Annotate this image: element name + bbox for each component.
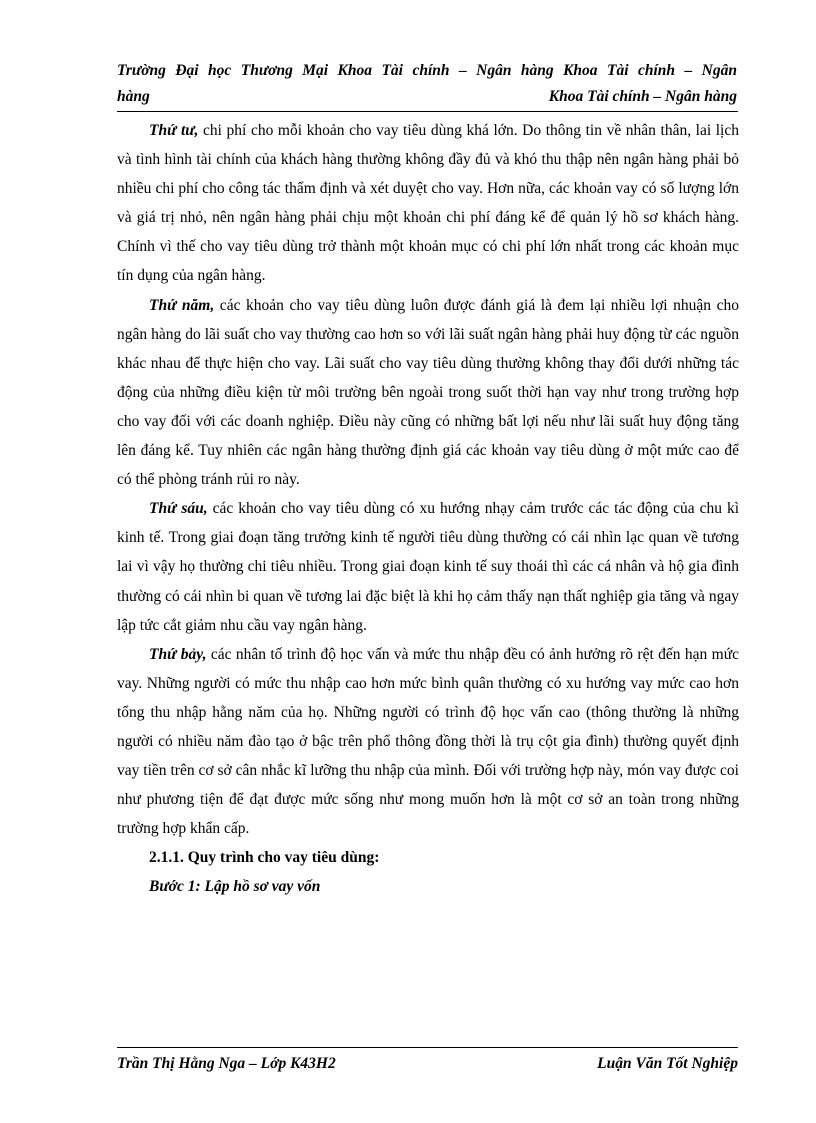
document-body: [117, 116, 739, 902]
paragraph-text: các khoản cho vay tiêu dùng luôn được đánh giá là đem lại nhiều lợi nhuận cho ngân hàng do lãi suất cho vay thường cao hơn so với lãi suất ngân hàng phải huy động từ các nguồn khác nhau để thực hiện cho vay. Lãi suất cho vay tiêu dùng thường không thay đổi dưới những tác động của những điều kiện từ môi trường bên ngoài trong suốt thời hạn vay như trong trường hợp cho vay đối với các doanh nghiệp. Điều này cũng có những bất lợi nếu như lãi suất huy động tăng lên đáng kể. Tuy nhiên các ngân hàng thường định giá các khoản vay tiêu dùng ở một mức cao để có thể phòng tránh rủi ro này.: [117, 296, 739, 489]
paragraph-text: các khoản cho vay tiêu dùng có xu hướng nhạy cảm trước các tác động của chu kì kinh tế. Trong giai đoạn tăng trưởng kinh tế người tiêu dùng thường có cái nhìn lạc quan về tương lai vì vậy họ thường chi tiêu nhiều. Trong giai đoạn kinh tế suy thoái thì các cá nhân và hộ gia đình thường có cái nhìn bi quan về tương lai đặc biệt là khi họ cảm thấy nạn thất nghiệp gia tăng và ngay lập tức cắt giảm nhu cầu vay ngân hàng.: [117, 500, 739, 634]
paragraph-thu-nam: [117, 291, 739, 495]
paragraph-lead: Thứ năm,: [149, 296, 215, 314]
paragraph-lead: Thứ bảy,: [149, 645, 207, 663]
paragraph-lead: Thứ sáu,: [149, 500, 208, 518]
paragraph-thu-bay: [117, 640, 739, 844]
page-header: [117, 58, 737, 110]
paragraph-thu-tu: [117, 116, 739, 291]
page-footer: [117, 1052, 738, 1076]
header-line-2-left: hàng: [117, 88, 150, 105]
header-line-1: Trường Đại học Thương Mại Khoa Tài chính – Ngân hàng Khoa Tài chính – Ngân: [117, 62, 737, 79]
paragraph-lead: Thứ tư,: [149, 122, 199, 139]
footer-divider: [117, 1047, 738, 1048]
footer-document-type: Luận Văn Tốt Nghiệp: [597, 1055, 738, 1072]
header-line-2: [117, 84, 737, 110]
paragraph-thu-sau: [117, 494, 739, 639]
header-line-2-right: Khoa Tài chính – Ngân hàng: [548, 88, 737, 105]
section-heading: 2.1.1. Quy trình cho vay tiêu dùng:: [149, 849, 380, 867]
footer-author: Trần Thị Hằng Nga – Lớp K43H2: [117, 1055, 336, 1072]
paragraph-text: các nhân tố trình độ học vấn và mức thu nhập đều có ảnh hưởng rõ rệt đến hạn mức vay. Những người có mức thu nhập cao hơn mức bình quân thường có xu hướng vay mức cao hơn tổng thu nhập hằng năm của họ. Những người có trình độ học vấn cao (thông thường là những người có nhiều năm đào tạo ở bậc trên phổ thông đồng thời là trụ cột gia đình) thường quyết định vay tiền trên cơ sở cân nhắc kĩ lưỡng thu nhập của mình. Đối với trường hợp này, món vay được coi như phương tiện để đạt được mức sống như mong muốn hơn là một cơ sở an toàn trong những trường hợp khẩn cấp.: [117, 645, 739, 838]
paragraph-text: chi phí cho mỗi khoản cho vay tiêu dùng khá lớn. Do thông tin về nhân thân, lai lịch và tình hình tài chính của khách hàng thường không đầy đủ và khó thu thập nên ngân hàng phải bỏ nhiều chi phí cho công tác thẩm định và xét duyệt cho vay. Hơn nữa, các khoản vay có số lượng lớn và giá trị nhỏ, nên ngân hàng phải chịu một khoản chi phí đáng kể để quản lý hồ sơ khách hàng. Chính vì thế cho vay tiêu dùng trở thành một khoản mục có chi phí lớn nhất trong các khoản mục tín dụng của ngân hàng.: [117, 122, 739, 285]
step-heading: Bước 1: Lập hồ sơ vay vốn: [149, 878, 321, 896]
header-divider: [117, 111, 738, 112]
